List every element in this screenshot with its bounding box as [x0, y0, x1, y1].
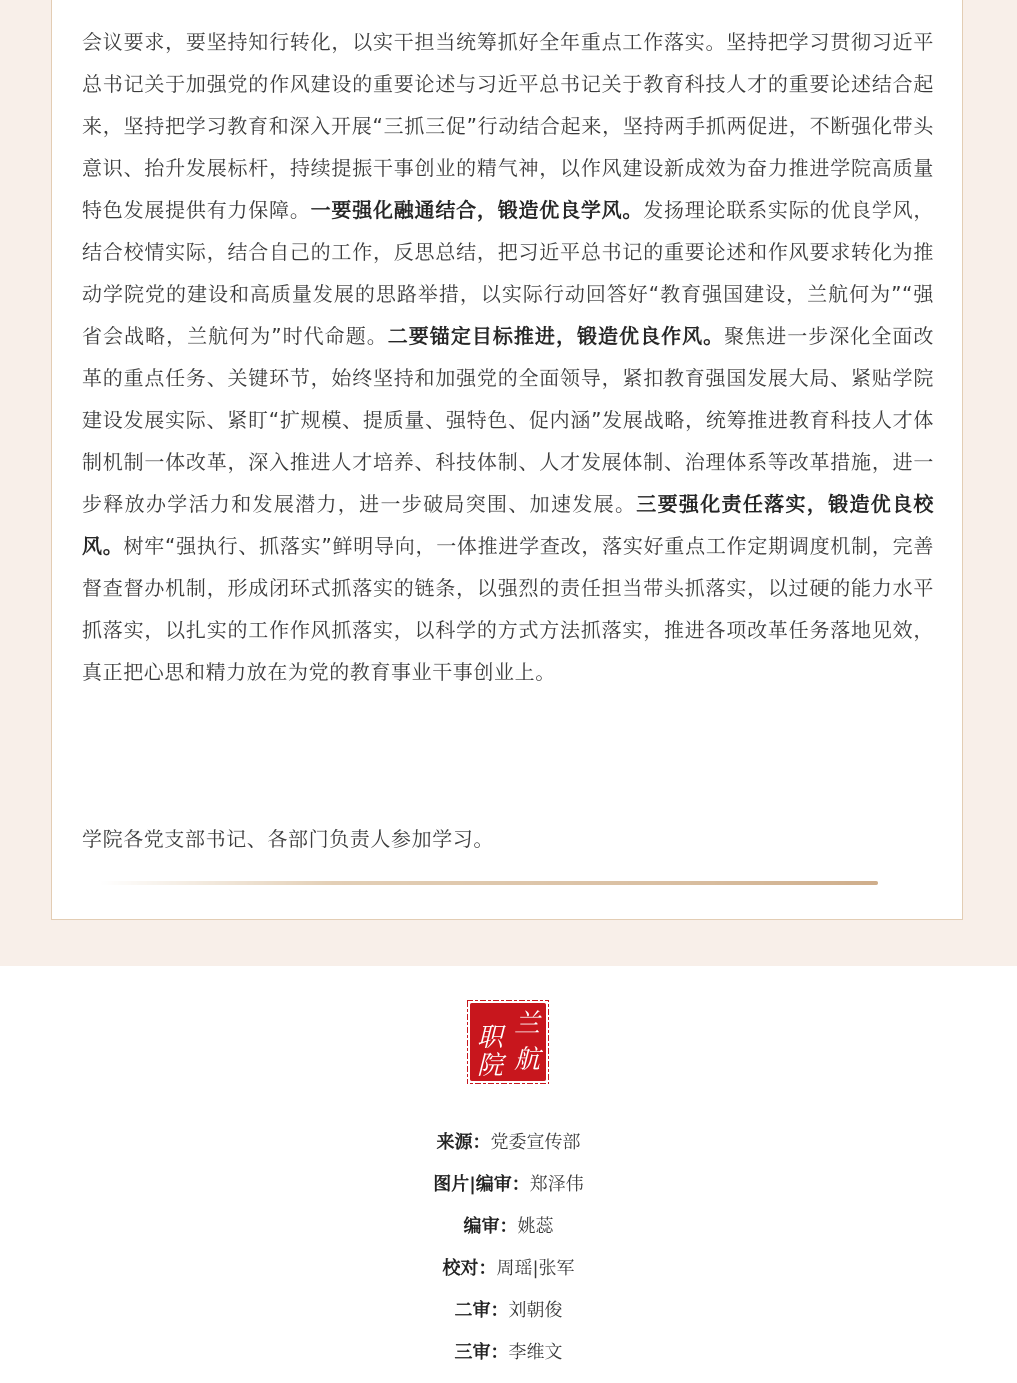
paragraph-text: 聚焦进一步深化全面改革的重点任务、关键环节，始终坚持和加强党的全面领导，紧扣教育强国发展大局、紧贴学院建设发展实际、紧盯“扩规模、提质量、强特色、促内涵”发展战略，统筹推进教育科技人才体制机制一体改革，深入推进人才培养、科技体制、人才发展体制、治理体系等改革措施，进一步释放办学活力和发展潜力，进一步破局突围、加速发展。	[82, 324, 934, 516]
credit-value: 郑泽伟	[529, 1174, 584, 1195]
bold-point-2: 二要锚定目标推进，锻造优良作风。	[387, 324, 725, 348]
credit-value: 刘朝俊	[508, 1300, 563, 1321]
credit-value: 周瑶|张军	[496, 1258, 575, 1279]
credit-value: 党委宣传部	[490, 1132, 581, 1153]
credits-block	[0, 1122, 1017, 1374]
seal-char: 兰	[513, 1009, 541, 1039]
paragraph-text: 树牢“强执行、抓落实”鲜明导向，一体推进学查改，落实好重点工作定期调度机制，完善督查督办机制，形成闭环式抓落实的链条，以强烈的责任担当带头抓落实，以过硬的能力水平抓落实，以扎实的工作作风抓落实，以科学的方式方法抓落实，推进各项改革任务落地见效，真正把心思和精力放在为党的教育事业干事创业上。	[82, 534, 934, 684]
paragraph-text: 发扬理论联系实际的优良学风，结合校情实际，结合自己的工作，反思总结，把习近平总书记的重要论述和作风要求转化为推动学院党的建设和高质量发展的思路举措，以实际行动回答好“教育强国建设，兰航何为”“强省会战略，兰航何为”时代命题。	[82, 198, 934, 348]
credit-value: 姚蕊	[517, 1216, 554, 1237]
credit-proofreader	[0, 1248, 1017, 1290]
seal-char: 职	[476, 1023, 504, 1053]
credit-photo-editor	[0, 1164, 1017, 1206]
credit-label: 来源：	[436, 1132, 491, 1153]
credit-label: 编审：	[463, 1216, 518, 1237]
credit-value: 李维文	[508, 1342, 563, 1363]
decorative-divider	[100, 881, 878, 885]
credit-source	[0, 1122, 1017, 1164]
article-paragraph-main	[82, 21, 934, 693]
seal-char: 航	[513, 1045, 541, 1075]
credit-third-review	[0, 1332, 1017, 1374]
bold-point-3: 三要强化责任落实，锻造优良校风。	[82, 492, 934, 558]
lanhang-seal-logo	[467, 1000, 549, 1084]
credit-label: 二审：	[454, 1300, 509, 1321]
credit-label: 校对：	[442, 1258, 497, 1279]
credit-second-review	[0, 1290, 1017, 1332]
credit-editor	[0, 1206, 1017, 1248]
credit-label: 三审：	[454, 1342, 509, 1363]
seal-char: 院	[476, 1051, 504, 1081]
bold-point-1: 一要强化融通结合，锻造优良学风。	[310, 198, 644, 222]
paragraph-text: 会议要求，要坚持知行转化，以实干担当统筹抓好全年重点工作落实。坚持把学习贯彻习近平总书记关于加强党的作风建设的重要论述与习近平总书记关于教育科技人才的重要论述结合起来，坚持把学习教育和深入开展“三抓三促”行动结合起来，坚持两手抓两促进，不断强化带头意识、抬升发展标杆，持续提振干事创业的精气神，以作风建设新成效为奋力推进学院高质量特色发展提供有力保障。	[82, 30, 934, 222]
credit-label: 图片|编审：	[433, 1174, 530, 1195]
article-paragraph-closing: 学院各党支部书记、各部门负责人参加学习。	[82, 827, 494, 851]
